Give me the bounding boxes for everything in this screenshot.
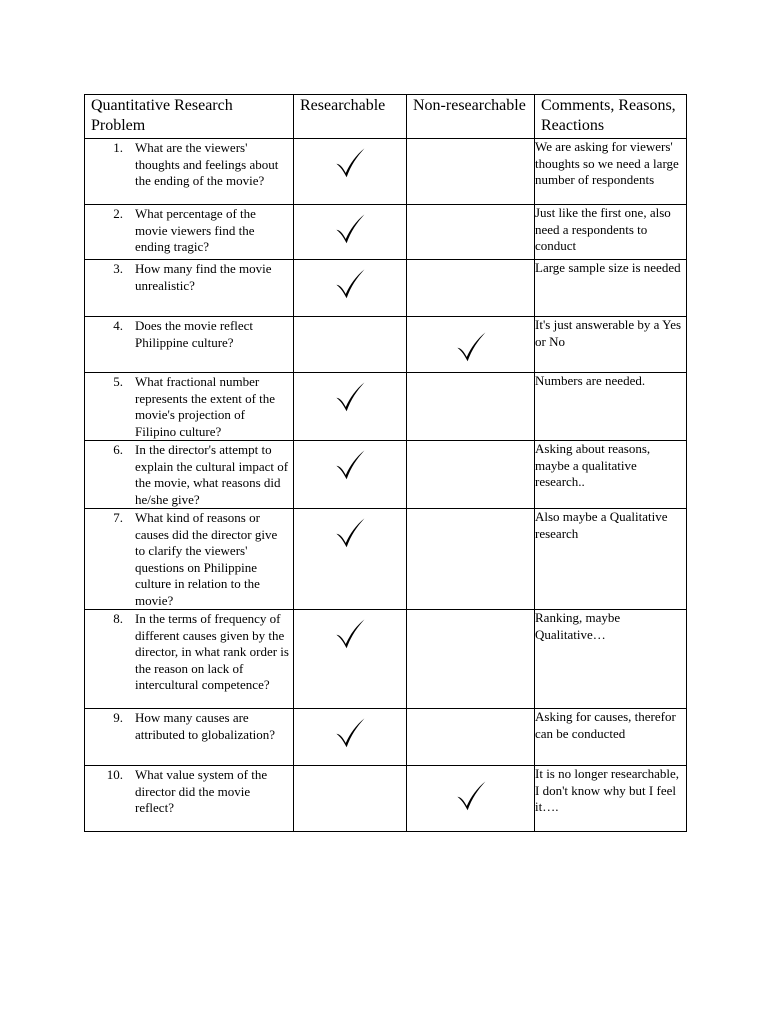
problem-cell — [85, 709, 294, 766]
problem-number: 3. — [113, 261, 123, 276]
problem-question: What percentage of the movie viewers find the ending tragic? — [135, 206, 256, 254]
problem-number: 1. — [113, 140, 123, 155]
check-mark-icon — [454, 778, 488, 812]
problem-question: How many find the movie unrealistic? — [135, 261, 272, 293]
research-problem-table — [84, 94, 687, 832]
problem-number: 8. — [113, 611, 123, 626]
non-researchable-cell — [407, 610, 535, 709]
table-row — [85, 509, 687, 610]
researchable-cell — [294, 260, 407, 317]
researchable-cell — [294, 610, 407, 709]
problem-cell — [85, 373, 294, 441]
problem-question: Does the movie reflect Philippine culture? — [135, 318, 254, 350]
table-row — [85, 139, 687, 205]
non-researchable-cell — [407, 205, 535, 260]
table-body — [85, 139, 687, 832]
comment-cell: It's just answerable by a Yes or No — [535, 317, 687, 373]
problem-question: What kind of reasons or causes did the director give to clarify the viewers' questions on Philippine culture in relation to the movie? — [135, 510, 278, 608]
problem-cell — [85, 766, 294, 832]
comment-cell: Large sample size is needed — [535, 260, 687, 317]
comment-cell: Ranking, maybe Qualitative… — [535, 610, 687, 709]
problem-item — [85, 373, 293, 440]
researchable-cell — [294, 709, 407, 766]
check-mark-icon — [333, 447, 367, 481]
header-problem: Quantitative Research Problem — [85, 95, 294, 139]
problem-item — [85, 509, 293, 609]
problem-question: What are the viewers' thoughts and feelings about the ending of the movie? — [135, 140, 279, 188]
non-researchable-cell — [407, 317, 535, 373]
table-row — [85, 317, 687, 373]
non-researchable-cell — [407, 766, 535, 832]
comment-cell: Asking for causes, therefor can be conducted — [535, 709, 687, 766]
comment-cell: Just like the first one, also need a respondents to conduct — [535, 205, 687, 260]
problem-item — [85, 766, 293, 817]
non-researchable-cell — [407, 509, 535, 610]
problem-cell — [85, 317, 294, 373]
non-researchable-cell — [407, 139, 535, 205]
table-header-row — [85, 95, 687, 139]
researchable-cell — [294, 205, 407, 260]
problem-question: In the director's attempt to explain the cultural impact of the movie, what reasons did he/she give? — [135, 442, 289, 507]
problem-number: 4. — [113, 318, 123, 333]
researchable-cell — [294, 509, 407, 610]
problem-question: What value system of the director did the movie reflect? — [135, 767, 268, 815]
table-row — [85, 610, 687, 709]
problem-item — [85, 139, 293, 190]
header-non-researchable: Non-researchable — [407, 95, 535, 139]
problem-cell — [85, 139, 294, 205]
problem-cell — [85, 610, 294, 709]
check-mark-icon — [454, 329, 488, 363]
comment-cell: It is no longer researchable, I don't know why but I feel it…. — [535, 766, 687, 832]
table-row — [85, 205, 687, 260]
researchable-cell — [294, 139, 407, 205]
problem-number: 2. — [113, 206, 123, 221]
check-mark-icon — [333, 145, 367, 179]
problem-number: 9. — [113, 710, 123, 725]
check-mark-icon — [333, 715, 367, 749]
non-researchable-cell — [407, 260, 535, 317]
problem-number: 6. — [113, 442, 123, 457]
researchable-cell — [294, 317, 407, 373]
non-researchable-cell — [407, 709, 535, 766]
problem-item — [85, 205, 293, 256]
table-row — [85, 709, 687, 766]
problem-cell — [85, 260, 294, 317]
problem-cell — [85, 205, 294, 260]
comment-cell: Also maybe a Qualitative research — [535, 509, 687, 610]
problem-item — [85, 260, 293, 294]
comment-cell: We are asking for viewers' thoughts so we need a large number of respondents — [535, 139, 687, 205]
problem-item — [85, 317, 293, 351]
check-mark-icon — [333, 266, 367, 300]
problem-number: 10. — [106, 767, 123, 782]
researchable-cell — [294, 441, 407, 509]
problem-item — [85, 709, 293, 743]
table-row — [85, 373, 687, 441]
header-researchable: Researchable — [294, 95, 407, 139]
researchable-cell — [294, 766, 407, 832]
comment-cell: Numbers are needed. — [535, 373, 687, 441]
problem-item — [85, 441, 293, 508]
researchable-cell — [294, 373, 407, 441]
table-row — [85, 766, 687, 832]
problem-question: What fractional number represents the extent of the movie's projection of Filipino culture? — [135, 374, 276, 439]
problem-question: In the terms of frequency of different causes given by the director, in what rank order is the reason on lack of intercultural competence? — [135, 611, 289, 692]
check-mark-icon — [333, 616, 367, 650]
problem-item — [85, 610, 293, 694]
check-mark-icon — [333, 211, 367, 245]
table-row — [85, 441, 687, 509]
non-researchable-cell — [407, 441, 535, 509]
problem-number: 5. — [113, 374, 123, 389]
check-mark-icon — [333, 379, 367, 413]
problem-cell — [85, 441, 294, 509]
comment-cell: Asking about reasons, maybe a qualitative research.. — [535, 441, 687, 509]
problem-cell — [85, 509, 294, 610]
check-mark-icon — [333, 515, 367, 549]
table-row — [85, 260, 687, 317]
problem-question: How many causes are attributed to globalization? — [135, 710, 276, 742]
non-researchable-cell — [407, 373, 535, 441]
problem-number: 7. — [113, 510, 123, 525]
header-comments: Comments, Reasons, Reactions — [535, 95, 687, 139]
